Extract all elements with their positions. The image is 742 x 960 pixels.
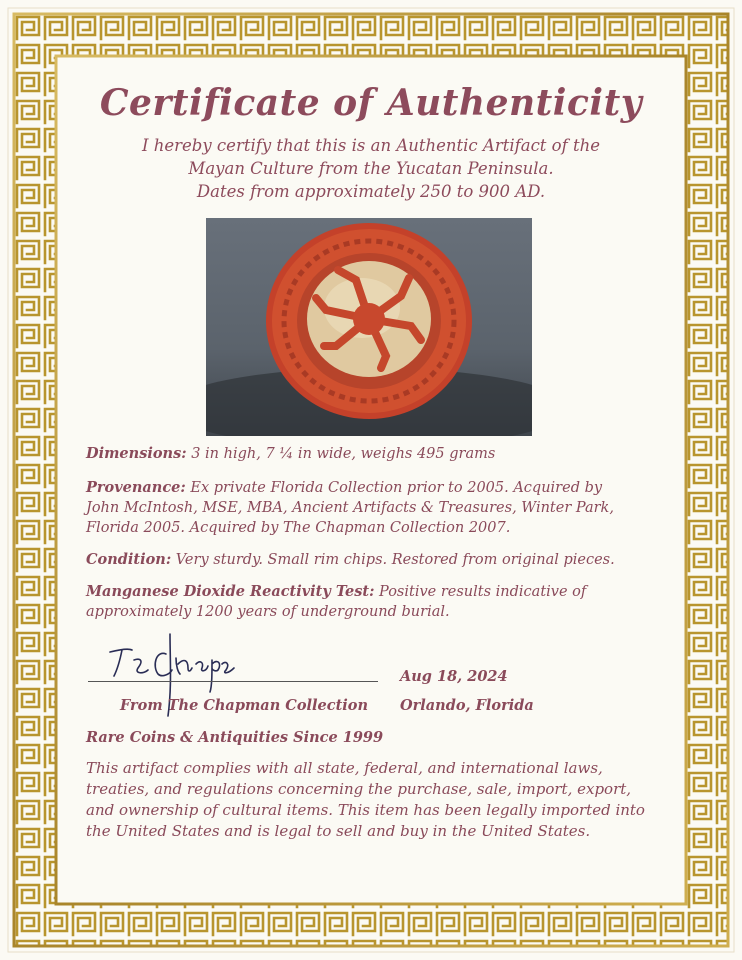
- certificate-date: Aug 18, 2024: [400, 668, 508, 685]
- reactivity-field: [86, 582, 656, 622]
- provenance-line: Ex private Florida Collection prior to 2005. Acquired by: [190, 480, 603, 496]
- business-tagline: Rare Coins & Antiquities Since 1999: [86, 729, 384, 746]
- legal-line: This artifact complies with all state, federal, and international laws,: [86, 759, 603, 777]
- legal-line: and ownership of cultural items. This item has been legally imported into: [86, 801, 645, 819]
- provenance-line: John McIntosh, MSE, MBA, Ancient Artifacts & Treasures, Winter Park,: [86, 500, 614, 516]
- intro-line: Dates from approximately 250 to 900 AD.: [196, 182, 546, 201]
- provenance-field: [86, 478, 656, 538]
- reactivity-label: Manganese Dioxide Reactivity Test:: [86, 583, 375, 600]
- intro-line: Mayan Culture from the Yucatan Peninsula.: [188, 159, 554, 178]
- dimensions-label: Dimensions:: [86, 445, 187, 462]
- intro-line: I hereby certify that this is an Authentic Artifact of the: [142, 136, 600, 155]
- condition-field: [86, 550, 656, 570]
- legal-line: the United States and is legal to sell and buy in the United States.: [86, 822, 591, 840]
- certificate-title: Certificate of Authenticity: [99, 82, 643, 124]
- signer-name: From The Chapman Collection: [120, 697, 368, 714]
- artifact-photo: [206, 218, 532, 436]
- provenance-line: Florida 2005. Acquired by The Chapman Collection 2007.: [86, 520, 511, 536]
- condition-value: Very sturdy. Small rim chips. Restored from original pieces.: [175, 552, 615, 568]
- legal-statement: [86, 758, 666, 842]
- legal-line: treaties, and regulations concerning the purchase, sale, import, export,: [86, 780, 632, 798]
- intro-statement: [60, 134, 682, 203]
- certificate-location: Orlando, Florida: [400, 697, 534, 714]
- condition-label: Condition:: [86, 551, 172, 568]
- signature-line: [88, 681, 378, 682]
- dimensions-value: 3 in high, 7 ¼ in wide, weighs 495 grams: [191, 446, 496, 462]
- reactivity-line: Positive results indicative of: [379, 584, 587, 600]
- provenance-label: Provenance:: [86, 479, 186, 496]
- dimensions-field: [86, 444, 656, 464]
- reactivity-line: approximately 1200 years of underground burial.: [86, 604, 450, 620]
- plate-image: [206, 218, 532, 436]
